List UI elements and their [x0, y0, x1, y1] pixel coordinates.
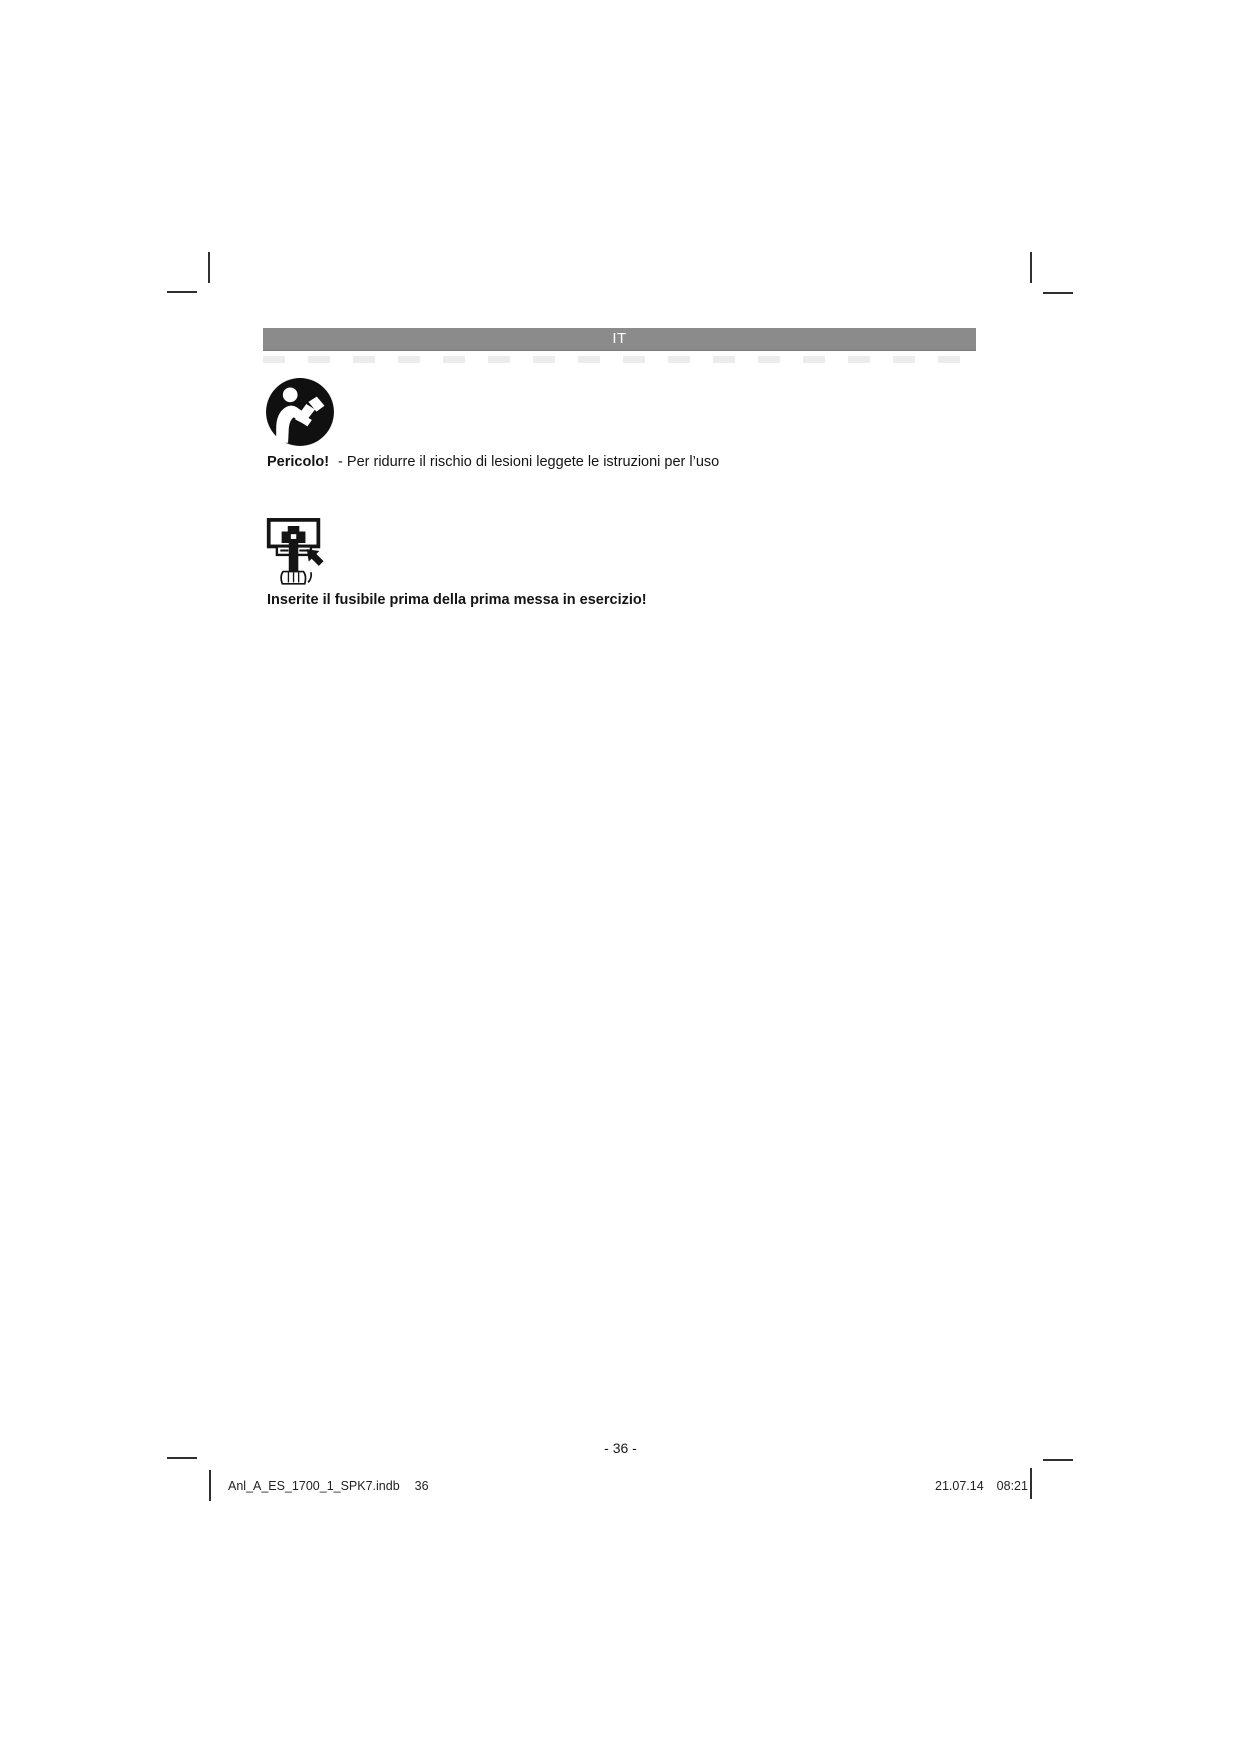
danger-warning-line	[267, 453, 719, 471]
language-header-bar	[263, 328, 976, 351]
crop-mark-top-left-vertical	[208, 252, 210, 283]
danger-label: Pericolo!	[267, 454, 330, 470]
crop-mark-top-left-horizontal	[167, 291, 197, 293]
header-shadow-dashes	[263, 356, 976, 363]
language-label: IT	[612, 330, 627, 347]
fuse-notice-text: Inserite il fusibile prima della prima messa in esercizio!	[267, 592, 647, 608]
read-manual-icon	[265, 377, 335, 447]
proof-footer-left	[228, 1479, 429, 1493]
crop-mark-top-right-horizontal	[1043, 292, 1073, 294]
document-filename: Anl_A_ES_1700_1_SPK7.indb	[228, 1479, 400, 1493]
crop-mark-bottom-right-horizontal	[1043, 1459, 1073, 1461]
fuse-notice-line	[267, 591, 647, 609]
crop-mark-bottom-right-vertical	[1030, 1468, 1032, 1499]
crop-mark-bottom-left-vertical	[209, 1470, 211, 1501]
document-page-ref: 36	[414, 1479, 429, 1493]
danger-text: - Per ridurre il rischio di lesioni leggete le istruzioni per l’uso	[338, 454, 720, 470]
print-time: 08:21	[996, 1479, 1028, 1493]
crop-mark-top-right-vertical	[1030, 252, 1032, 283]
insert-fuse-icon	[266, 516, 334, 585]
print-date: 21.07.14	[935, 1479, 984, 1493]
crop-mark-bottom-left-horizontal	[167, 1457, 197, 1459]
page-number: - 36 -	[604, 1440, 637, 1456]
proof-footer-right	[935, 1479, 1028, 1493]
